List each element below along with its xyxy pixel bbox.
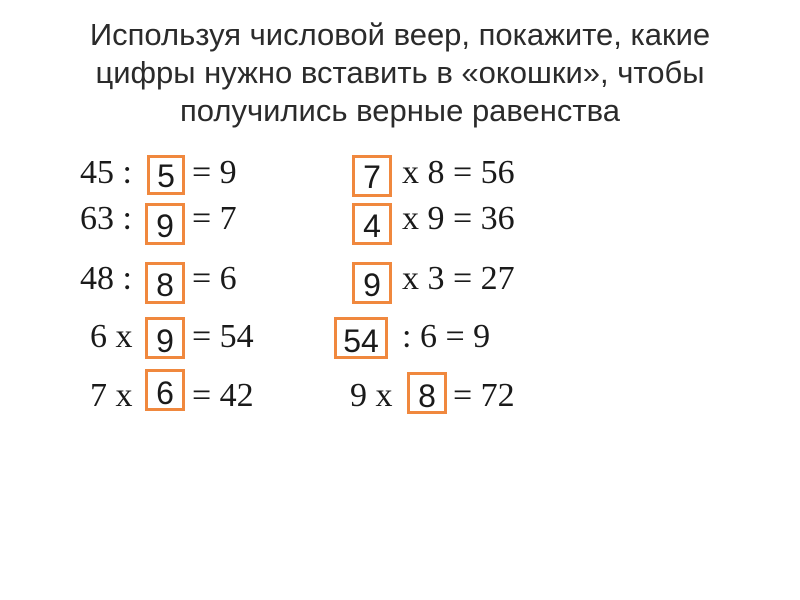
instruction-line-3: получились верные равенства <box>180 93 620 128</box>
equation-left-5-before: 7 x <box>90 377 133 414</box>
answer-right-3: 9 <box>363 267 381 303</box>
answer-left-4: 9 <box>156 323 174 359</box>
answer-right-4: 54 <box>343 323 379 359</box>
equation-right-5-after: = 72 <box>453 377 515 414</box>
equation-left-4-after: = 54 <box>192 318 254 355</box>
answer-left-2: 9 <box>156 208 174 244</box>
equation-right-1-after: x 8 = 56 <box>402 154 515 191</box>
equation-right-2-after: x 9 = 36 <box>402 200 515 237</box>
answer-right-5: 8 <box>418 378 436 414</box>
instruction-line-1: Используя числовой веер, покажите, какие <box>89 17 711 52</box>
equation-left-2-before: 63 : <box>80 200 132 237</box>
answer-right-1: 7 <box>363 159 381 195</box>
equation-left-3-after: = 6 <box>192 260 237 297</box>
equation-left-5-after: = 42 <box>192 377 254 414</box>
equation-right-5-before: 9 x <box>350 377 393 414</box>
equation-left-2-after: = 7 <box>192 200 237 237</box>
equation-left-3-before: 48 : <box>80 260 132 297</box>
task-instructions <box>40 16 760 130</box>
answer-left-1: 5 <box>157 158 175 194</box>
instruction-line-2: цифры нужно вставить в «окошки», чтобы <box>95 55 705 90</box>
equation-left-1-after: = 9 <box>192 154 237 191</box>
answer-right-2: 4 <box>363 208 381 244</box>
equation-right-3-after: x 3 = 27 <box>402 260 515 297</box>
answer-left-5: 6 <box>156 375 174 411</box>
equation-right-4-after: : 6 = 9 <box>402 318 491 355</box>
answer-left-3: 8 <box>156 267 174 303</box>
equation-left-1-before: 45 : <box>80 154 132 191</box>
equation-left-4-before: 6 x <box>90 318 133 355</box>
